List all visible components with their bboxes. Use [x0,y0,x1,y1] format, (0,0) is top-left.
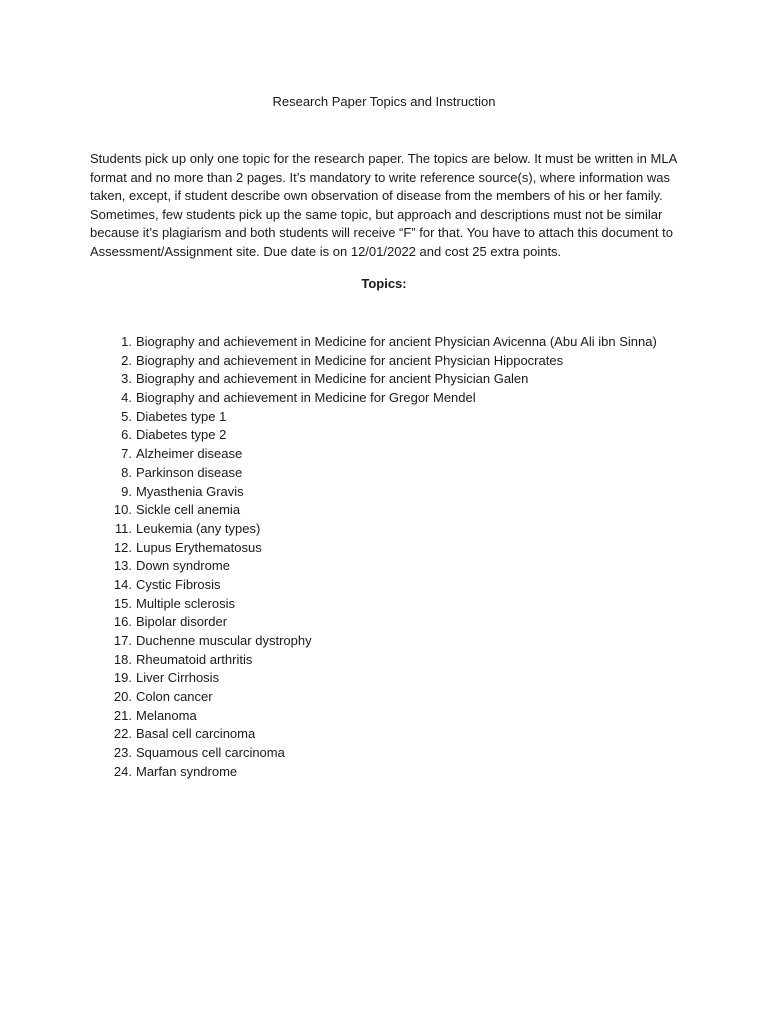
topic-number: 12. [113,539,132,555]
topic-label: Rheumatoid arthritis [136,651,253,667]
topic-number: 5. [121,408,132,424]
topic-number: 23. [113,745,132,761]
topic-number: 11. [114,520,132,536]
topic-label: Liver Cirrhosis [136,670,220,686]
topic-label: Leukemia (any types) [136,520,261,536]
topic-label: Multiple sclerosis [136,595,235,611]
topic-label: Cystic Fibrosis [136,576,221,592]
topic-number: 8. [121,464,132,480]
topics-heading: Topics: [361,276,407,291]
topic-label: Diabetes type 2 [136,427,227,443]
topic-number: 10. [113,502,132,518]
topic-number: 18. [113,651,132,667]
topic-label: Parkinson disease [136,464,243,480]
topic-label: Alzheimer disease [136,446,243,462]
topic-number: 24. [113,763,132,779]
topic-number: 15. [113,595,132,611]
topic-number: 1. [121,334,132,349]
topic-number: 7. [121,446,132,462]
topic-number: 16. [113,614,132,630]
topic-label: Biography and achievement in Medicine for ancient Physician Hippocrates [136,352,564,368]
topic-label: Down syndrome [136,558,230,574]
topic-number: 2. [121,352,132,368]
topic-number: 17. [113,633,132,648]
instructions-paragraph: Students pick up only one topic for the research paper. The topics are below. It must be written in MLA format and no more than 2 pages. It’s mandatory to write reference source(s), where information was taken, except, if student describe own observation of disease from the members of his or her family. Sometimes, few students pick up the same topic, but approach and descriptions must not be similar because it’s plagiarism and both students will receive “F” for that. You have to attach this document to Assessment/Assignment site. Due date is on 12/01/2022 and cost 25 extra points. [90,151,677,259]
topic-number: 21. [113,707,132,723]
topic-number: 20. [113,689,132,705]
topic-number: 13. [113,558,132,574]
topic-number: 14. [113,576,132,592]
topic-label: Melanoma [136,707,197,723]
topic-label: Sickle cell anemia [136,502,241,518]
topic-label: Lupus Erythematosus [136,539,262,555]
topic-label: Biography and achievement in Medicine for ancient Physician Galen [136,371,529,387]
topic-label: Biography and achievement in Medicine for ancient Physician Avicenna (Abu Ali ibn Sinna) [136,334,657,349]
topic-label: Bipolar disorder [136,614,228,630]
topic-label: Colon cancer [136,689,213,705]
topic-label: Basal cell carcinoma [136,726,256,742]
topic-number: 4. [121,390,132,406]
topic-number: 22. [113,726,132,742]
topic-label: Duchenne muscular dystrophy [136,633,312,648]
topic-number: 6. [121,427,132,443]
topic-label: Myasthenia Gravis [136,483,244,499]
topic-number: 9. [121,483,132,499]
topic-label: Squamous cell carcinoma [136,745,285,761]
topic-number: 3. [121,371,132,387]
topic-label: Marfan syndrome [136,763,238,779]
topic-label: Diabetes type 1 [136,408,227,424]
topic-label: Biography and achievement in Medicine for Gregor Mendel [136,390,476,406]
topic-number: 19. [113,670,132,686]
document-title: Research Paper Topics and Instruction [272,94,496,109]
